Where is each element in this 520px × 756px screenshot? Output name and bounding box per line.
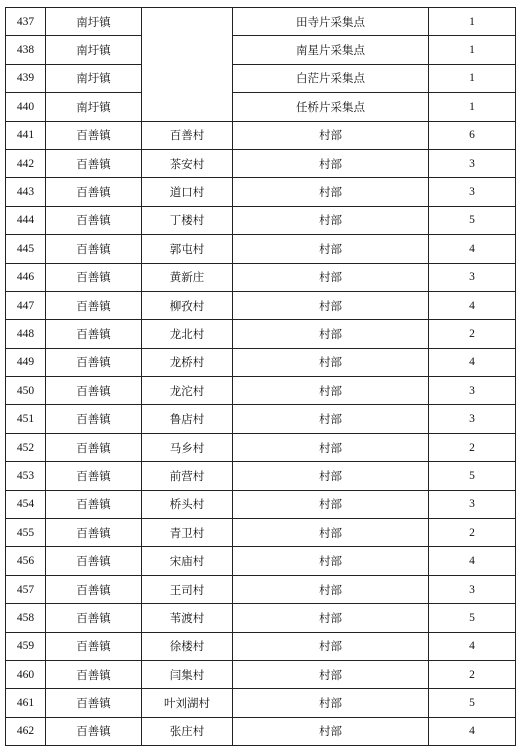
village-cell: 百善村 [142,121,233,149]
row-number-cell: 453 [6,462,46,490]
row-number-cell: 448 [6,320,46,348]
village-cell: 青卫村 [142,519,233,547]
town-cell: 百善镇 [46,235,142,263]
row-number-cell: 446 [6,263,46,291]
collection-point-cell: 村部 [233,235,429,263]
count-cell: 4 [429,717,516,745]
town-cell: 百善镇 [46,717,142,745]
row-number-cell: 454 [6,490,46,518]
count-cell: 5 [429,604,516,632]
row-number-cell: 458 [6,604,46,632]
village-cell: 苇渡村 [142,604,233,632]
table-row [6,64,516,92]
town-cell: 百善镇 [46,547,142,575]
table-row [6,462,516,490]
row-number-cell: 447 [6,291,46,319]
village-cell-merged [142,8,233,122]
count-cell: 5 [429,689,516,717]
town-cell: 南圩镇 [46,64,142,92]
town-cell: 南圩镇 [46,93,142,121]
table-row [6,121,516,149]
row-number-cell: 444 [6,206,46,234]
town-cell: 百善镇 [46,121,142,149]
count-cell: 1 [429,93,516,121]
table-row [6,348,516,376]
village-cell: 鲁店村 [142,405,233,433]
table-row [6,149,516,177]
village-cell: 前营村 [142,462,233,490]
village-cell: 柳孜村 [142,291,233,319]
collection-point-cell: 村部 [233,575,429,603]
count-cell: 4 [429,291,516,319]
village-cell: 茶安村 [142,149,233,177]
village-cell: 宋庙村 [142,547,233,575]
count-cell: 3 [429,575,516,603]
village-cell: 龙桥村 [142,348,233,376]
village-cell: 道口村 [142,178,233,206]
town-cell: 百善镇 [46,149,142,177]
row-number-cell: 457 [6,575,46,603]
town-cell: 百善镇 [46,206,142,234]
collection-point-cell: 村部 [233,206,429,234]
town-cell: 百善镇 [46,320,142,348]
count-cell: 1 [429,64,516,92]
collection-point-cell: 村部 [233,263,429,291]
count-cell: 2 [429,320,516,348]
village-cell: 叶刘湖村 [142,689,233,717]
count-cell: 2 [429,519,516,547]
table-row [6,490,516,518]
table-row [6,575,516,603]
table-row [6,632,516,660]
count-cell: 4 [429,547,516,575]
collection-points-table [5,7,516,746]
table-row [6,433,516,461]
town-cell: 百善镇 [46,660,142,688]
town-cell: 百善镇 [46,291,142,319]
table-row [6,36,516,64]
count-cell: 5 [429,206,516,234]
row-number-cell: 439 [6,64,46,92]
village-cell: 郭屯村 [142,235,233,263]
town-cell: 南圩镇 [46,36,142,64]
row-number-cell: 459 [6,632,46,660]
village-cell: 丁楼村 [142,206,233,234]
collection-point-cell: 村部 [233,178,429,206]
town-cell: 百善镇 [46,575,142,603]
collection-point-cell: 村部 [233,632,429,660]
collection-point-cell: 村部 [233,291,429,319]
collection-point-cell: 村部 [233,490,429,518]
town-cell: 百善镇 [46,433,142,461]
row-number-cell: 451 [6,405,46,433]
row-number-cell: 455 [6,519,46,547]
collection-point-cell: 村部 [233,377,429,405]
collection-point-cell: 南星片采集点 [233,36,429,64]
table-row [6,320,516,348]
town-cell: 百善镇 [46,178,142,206]
row-number-cell: 450 [6,377,46,405]
collection-point-cell: 村部 [233,689,429,717]
table-row [6,291,516,319]
collection-point-cell: 村部 [233,405,429,433]
table-row [6,93,516,121]
row-number-cell: 461 [6,689,46,717]
village-cell: 桥头村 [142,490,233,518]
collection-point-cell: 村部 [233,121,429,149]
village-cell: 龙沱村 [142,377,233,405]
table-row [6,235,516,263]
row-number-cell: 460 [6,660,46,688]
count-cell: 5 [429,462,516,490]
count-cell: 3 [429,490,516,518]
table-body [6,8,516,746]
collection-point-cell: 村部 [233,433,429,461]
town-cell: 百善镇 [46,604,142,632]
town-cell: 百善镇 [46,377,142,405]
table-row [6,206,516,234]
collection-point-cell: 村部 [233,717,429,745]
row-number-cell: 449 [6,348,46,376]
collection-point-cell: 村部 [233,149,429,177]
collection-point-cell: 任桥片采集点 [233,93,429,121]
table-row [6,717,516,745]
count-cell: 2 [429,660,516,688]
count-cell: 4 [429,632,516,660]
row-number-cell: 438 [6,36,46,64]
table-row [6,263,516,291]
count-cell: 3 [429,263,516,291]
count-cell: 3 [429,405,516,433]
count-cell: 3 [429,149,516,177]
count-cell: 4 [429,348,516,376]
collection-point-cell: 白茫片采集点 [233,64,429,92]
collection-point-cell: 村部 [233,519,429,547]
village-cell: 马乡村 [142,433,233,461]
row-number-cell: 437 [6,8,46,36]
row-number-cell: 442 [6,149,46,177]
table-row [6,377,516,405]
town-cell: 百善镇 [46,462,142,490]
village-cell: 龙北村 [142,320,233,348]
village-cell: 王司村 [142,575,233,603]
table-row [6,519,516,547]
town-cell: 百善镇 [46,263,142,291]
town-cell: 南圩镇 [46,8,142,36]
collection-point-cell: 村部 [233,604,429,632]
town-cell: 百善镇 [46,405,142,433]
village-cell: 徐楼村 [142,632,233,660]
count-cell: 1 [429,36,516,64]
count-cell: 6 [429,121,516,149]
village-cell: 闫集村 [142,660,233,688]
table-row [6,660,516,688]
count-cell: 3 [429,178,516,206]
count-cell: 2 [429,433,516,461]
row-number-cell: 441 [6,121,46,149]
table-row [6,604,516,632]
row-number-cell: 456 [6,547,46,575]
town-cell: 百善镇 [46,689,142,717]
row-number-cell: 440 [6,93,46,121]
town-cell: 百善镇 [46,519,142,547]
town-cell: 百善镇 [46,348,142,376]
row-number-cell: 445 [6,235,46,263]
village-cell: 黄新庄 [142,263,233,291]
collection-point-cell: 村部 [233,320,429,348]
village-cell: 张庄村 [142,717,233,745]
collection-point-cell: 田寺片采集点 [233,8,429,36]
table-row [6,547,516,575]
collection-point-cell: 村部 [233,547,429,575]
collection-point-cell: 村部 [233,348,429,376]
count-cell: 1 [429,8,516,36]
collection-point-cell: 村部 [233,660,429,688]
row-number-cell: 452 [6,433,46,461]
table-row [6,8,516,36]
collection-point-cell: 村部 [233,462,429,490]
table-row [6,689,516,717]
count-cell: 3 [429,377,516,405]
row-number-cell: 443 [6,178,46,206]
row-number-cell: 462 [6,717,46,745]
table-row [6,178,516,206]
table-row [6,405,516,433]
town-cell: 百善镇 [46,632,142,660]
count-cell: 4 [429,235,516,263]
town-cell: 百善镇 [46,490,142,518]
